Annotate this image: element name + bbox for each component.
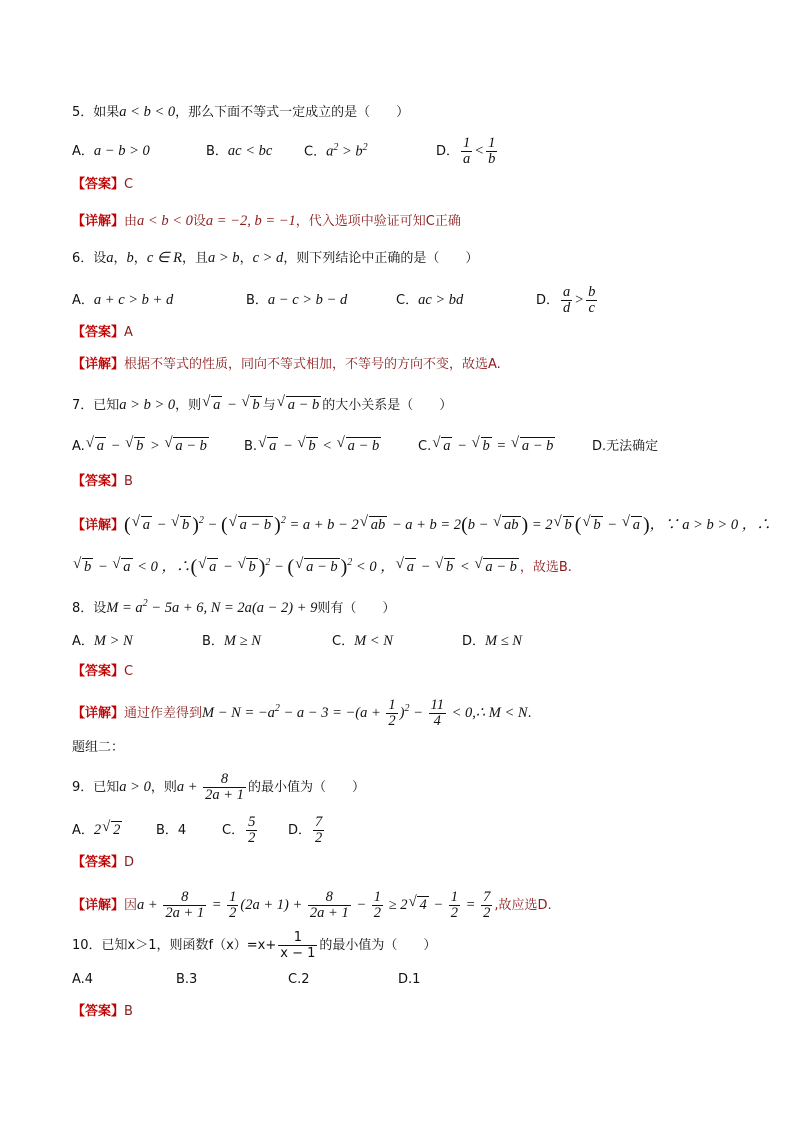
q9-options: [72, 815, 326, 846]
q8-answer: 【答案】C: [72, 664, 134, 679]
q6-answer: 【答案】A: [72, 325, 133, 340]
q6-option-c: C．ac > bd: [396, 292, 464, 308]
q7-option-b: B.√ a − √ b < √ a − b: [244, 436, 418, 457]
q5-text-tail: ，那么下面不等式一定成立的是（ ）: [175, 105, 410, 120]
q5-option-c: C．$a^2 > b^2$: [304, 141, 368, 159]
q10-option-c: C.2: [288, 972, 310, 987]
question-6: 6．设a，b，c ∈ R，且a > b，c > d，则下列结论中正确的是（ ）: [72, 250, 479, 266]
q5-options: [72, 136, 499, 167]
q6-detail: 【详解】根据不等式的性质，同向不等式相加，不等号的方向不变，故选A.: [72, 357, 501, 372]
q10-answer: 【答案】B: [72, 1004, 133, 1019]
q6-option-a: A．a + c > b + d: [72, 292, 174, 308]
q7-option-c: C.√ a − √ b = √ a − b: [418, 436, 592, 457]
question-5: [72, 102, 409, 123]
q10-option-b: B.3: [176, 972, 198, 987]
q8-option-b: B．M ≥ N: [202, 633, 261, 649]
q6-options: [72, 285, 599, 316]
q9-option-b: B．4: [156, 823, 187, 838]
q10-option-d: D.1: [398, 972, 421, 987]
q9-option-d: D． $\frac{7}{2}$: [288, 814, 323, 846]
question-8: 8．设$M = a^2 - 5a + 6$, N = 2a(a − 2) + 9则有（ ）: [72, 598, 396, 616]
q10-options: [72, 970, 420, 990]
q9-detail: 【详解】因a + $\frac{8}{2a + 1}$ = $\frac{1}{2}$ (2a + 1) + $\frac{8}{2a + 1}$ − $\frac{1}{2}$ ≥ 2√ 4 − $\frac{1}{2}$ = $\frac{7}{2}$ ,故应选D.: [72, 890, 552, 921]
q5-answer: 【答案】C: [72, 177, 134, 192]
q8-detail: 【详解】通过作差得到$M - N = -a^2 - a - 3 = -(a$ + $\frac{1}{2}$ )$^2$ − $\frac{11}{4}$ < 0,∴ M < N.: [72, 697, 532, 729]
q8-option-d: D．M ≤ N: [462, 633, 522, 649]
q7-answer: 【答案】B: [72, 474, 133, 489]
q6-option-b: B．a − c > b − d: [246, 292, 348, 308]
q7-detail-line-2: √ b − √ a < 0 ，∴(√ a − √ b )$^2$ − (√ a − b )$^2$ < 0 ，√ a − √ b < √ a − b ，故选B.: [72, 553, 572, 578]
q5-text: 5．如果: [72, 105, 120, 120]
q5-detail: 【详解】由a < b < 0设a = −2, b = −1，代入选项中验证可知C正确: [72, 213, 461, 229]
q7-option-a: A.√ a − √ b > √ a − b: [72, 436, 244, 457]
q10-option-a: A.4: [72, 972, 94, 987]
q8-option-a: A．M > N: [72, 633, 133, 649]
q8-option-c: C．M < N: [332, 633, 393, 649]
q9-answer: 【答案】D: [72, 855, 135, 870]
q7-option-d: D.无法确定: [592, 439, 659, 454]
question-7: 7．已知a > b > 0，则√ a − √ b 与√ a − b 的大小关系是（ ）: [72, 395, 452, 416]
q5-option-a: A．a − b > 0: [72, 143, 150, 159]
q9-option-a: A．2√ 2: [72, 820, 156, 841]
q5-math: a < b < 0: [119, 104, 176, 120]
q8-options: [72, 631, 522, 652]
question-9: 9．已知a > 0，则a + $\frac{8}{2a + 1}$ 的最小值为（ ）: [72, 771, 365, 803]
group-2-heading: 题组二：: [72, 740, 125, 755]
q5-option-d: D． $\frac{1}{a}$ < $\frac{1}{b}$: [436, 135, 496, 167]
question-10: 10．已知x＞1，则函数f（x）=x+ $\frac{1}{x - 1}$ 的最小值为（ ）: [72, 930, 437, 961]
q9-option-c: C． $\frac{5}{2}$: [222, 814, 256, 846]
q6-option-d: D． $\frac{a}{d}$ > $\frac{b}{c}$: [536, 284, 596, 316]
q7-detail-line-1: 【详解】(√ a − √ b )$^2$ − (√ a − b )$^2$ = a + b − 2√ ab − a + b = 2(b − √ ab ) = 2√ b (√ b − √ a )，∵ a > b > 0 ，∴: [72, 511, 771, 536]
q7-options: [72, 436, 658, 457]
q5-option-b: B．ac < bc: [206, 143, 273, 159]
